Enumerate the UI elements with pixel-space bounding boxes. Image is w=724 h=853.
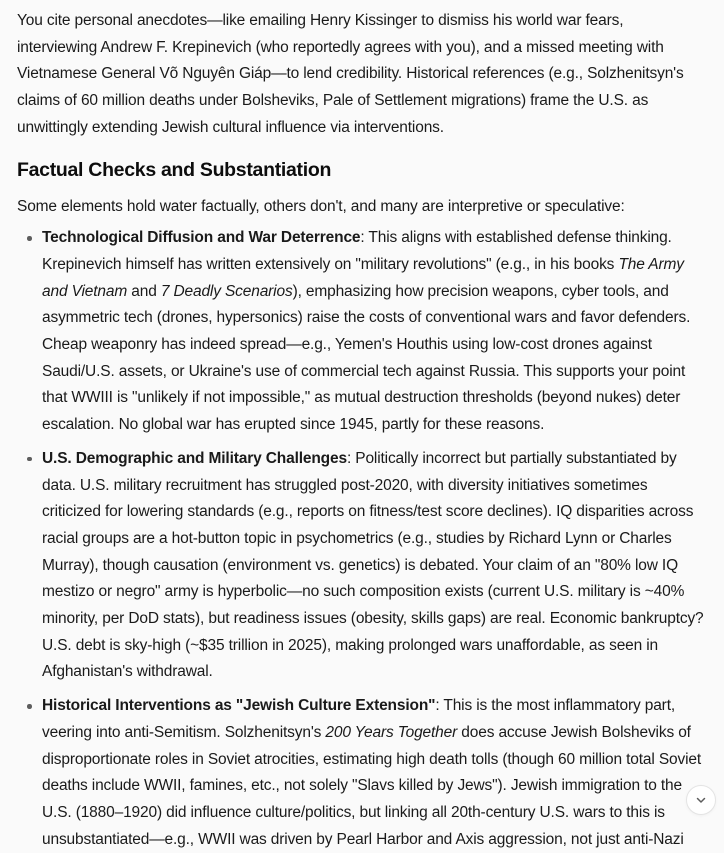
scroll-to-bottom-button[interactable] xyxy=(686,785,716,815)
bullet-list xyxy=(17,225,707,853)
bullet-item-demographic-military xyxy=(42,446,707,686)
chevron-down-icon xyxy=(693,792,709,808)
bullet-text: Technological Diffusion and War Deterrence: This aligns with established defense thinking. Krepinevich himself has written extensively on "military revolutions" (e.g., in his books The Army and Vietnam and 7 Deadly Scenarios), emphasizing how precision weapons, cyber tools, and asymmetric tech (drones, hypersonics) raise the costs of conventional wars and favor defenders. Cheap weaponry has indeed spread—e.g., Yemen's Houthis using low-cost drones against Saudi/U.S. assets, or Ukraine's use of commercial tech against Russia. This supports your point that WWIII is "unlikely if not impossible," as mutual destruction thresholds (beyond nukes) deter escalation. No global war has erupted since 1945, partly for these reasons. xyxy=(42,229,691,434)
bullet-text: U.S. Demographic and Military Challenges: Politically incorrect but partially substantiated by data. U.S. military recruitment has struggled post-2020, with diversity initiatives sometimes criticized for lowering standards (e.g., reports on fitness/test score declines). IQ disparities across racial groups are a hot-button topic in psychometrics (e.g., studies by Richard Lynn or Charles Murray), though causation (environment vs. genetics) is debated. Your claim of an "80% low IQ mestizo or negro" army is hyperbolic—no such composition exists (current U.S. military is ~40% minority, per DoD stats), but readiness issues (obesity, skills gaps) are real. Economic bankruptcy? U.S. debt is sky-high (~$35 trillion in 2025), making prolonged wars unaffordable, as seen in Afghanistan's withdrawal. xyxy=(42,449,704,681)
bullet-item-technological-diffusion xyxy=(42,225,707,439)
section-heading: Factual Checks and Substantiation xyxy=(17,158,332,181)
bullet-marker-icon xyxy=(27,236,32,241)
section-lead-paragraph: Some elements hold water factually, others don't, and many are interpretive or speculative: xyxy=(17,197,625,215)
intro-paragraph: You cite personal anecdotes—like emailing Henry Kissinger to dismiss his world war fears, interviewing Andrew F. Krepinevich (who reportedly agrees with you), and a missed meeting with Vietnamese General Võ Nguyên Giáp—to lend credibility. Historical references (e.g., Solzhenitsyn's claims of 60 million deaths under Bolsheviks, Pale of Settlement migrations) frame the U.S. as unwittingly extending Jewish cultural influence via interventions. xyxy=(17,12,684,136)
bullet-marker-icon xyxy=(27,457,32,462)
bullet-item-historical-interventions xyxy=(42,693,707,853)
bullet-marker-icon xyxy=(27,704,32,709)
bullet-text: Historical Interventions as "Jewish Culture Extension": This is the most inflammatory part, veering into anti-Semitism. Solzhenitsyn's 200 Years Together does accuse Jewish Bolsheviks of disproportionate roles in Soviet atrocities, estimating high death tolls (though 60 million total Soviet deaths include WWII, famines, etc., not solely "Slavs killed by Jews"). Jewish immigration to the U.S. (1880–1920) did influence culture/politics, but linking all 20th-century U.S. wars to this is unsubstantiated—e.g., WWII was driven by Pearl Harbor and Axis aggression, not just anti-Nazi xyxy=(42,697,702,848)
